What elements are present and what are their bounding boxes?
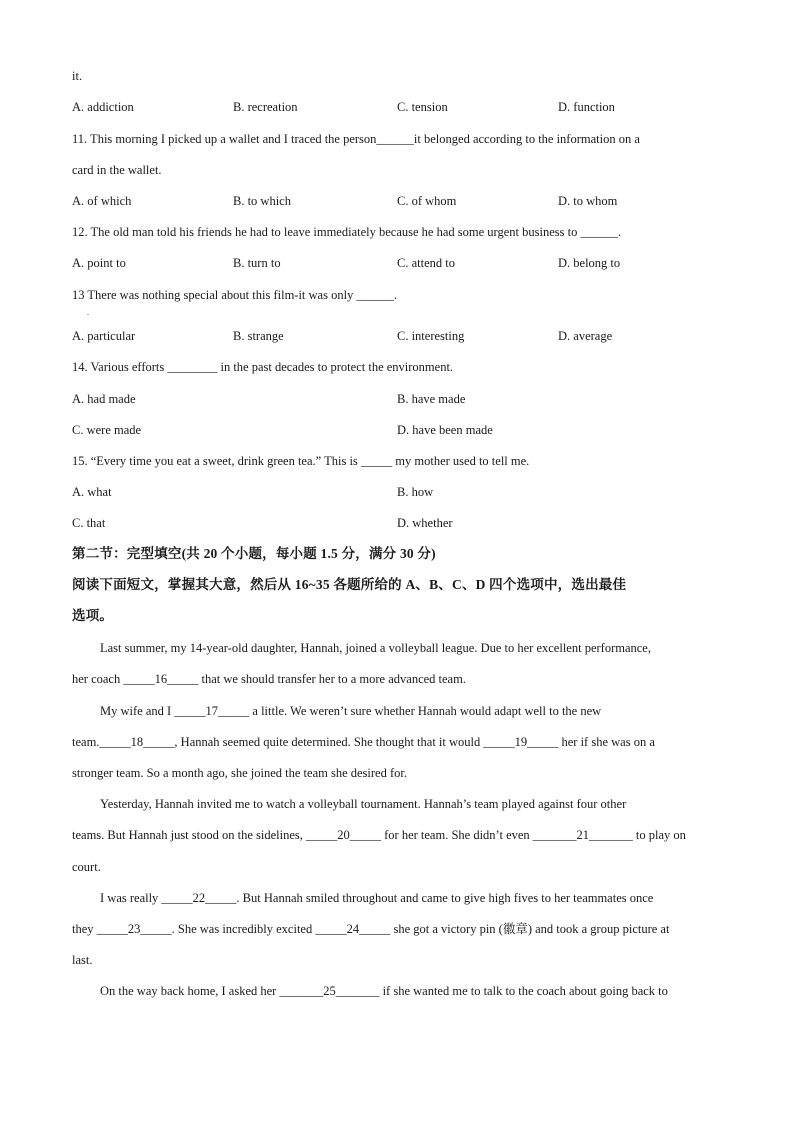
option-a: A. of which xyxy=(72,194,132,208)
option-c: C. interesting xyxy=(397,329,465,343)
passage-line: I was really _____22_____. But Hannah smiled throughout and came to give high fives to her teammates once xyxy=(100,891,654,905)
section-instructions: 阅读下面短文，掌握其大意，然后从 16~35 各题所给的 A、B、C、D 四个选项中，选出最佳 xyxy=(72,577,627,592)
option-d: D. to whom xyxy=(558,194,618,208)
option-a: A. addiction xyxy=(72,100,134,114)
option-b: B. recreation xyxy=(233,100,298,114)
option-d: D. function xyxy=(558,100,615,114)
option-a: A. had made xyxy=(72,392,136,406)
passage-line: Last summer, my 14-year-old daughter, Hannah, joined a volleyball league. Due to her excellent performance, xyxy=(100,641,651,655)
question-11-continued: card in the wallet. xyxy=(72,163,162,177)
text-line: it. xyxy=(72,69,83,83)
option-b: B. turn to xyxy=(233,256,281,270)
option-a: A. point to xyxy=(72,256,126,270)
passage-line: her coach _____16_____ that we should transfer her to a more advanced team. xyxy=(72,672,466,686)
option-d: D. belong to xyxy=(558,256,621,270)
option-b: B. strange xyxy=(233,329,284,343)
option-d: D. average xyxy=(558,329,613,343)
option-c: C. tension xyxy=(397,100,448,114)
option-c: C. attend to xyxy=(397,256,455,270)
option-b: B. to which xyxy=(233,194,291,208)
option-a: A. particular xyxy=(72,329,136,343)
option-c: C. of whom xyxy=(397,194,457,208)
passage-line: On the way back home, I asked her _______25_______ if she wanted me to talk to the coach about going back to xyxy=(100,984,668,998)
section-heading: 第二节：完型填空(共 20 个小题，每小题 1.5 分，满分 30 分) xyxy=(72,546,436,561)
question-12: 12. The old man told his friends he had to leave immediately because he had some urgent business to ______. xyxy=(72,225,622,239)
passage-line: Yesterday, Hannah invited me to watch a volleyball tournament. Hannah’s team played against four other xyxy=(100,797,627,811)
question-14: 14. Various efforts ________ in the past decades to protect the environment. xyxy=(72,360,454,374)
passage-line: they _____23_____. She was incredibly excited _____24_____ she got a victory pin (徽章) and took a group picture at xyxy=(72,922,670,936)
question-11: 11. This morning I picked up a wallet and I traced the person______it belonged according to the information on a xyxy=(72,132,640,146)
option-b: B. have made xyxy=(397,392,466,406)
passage-line: teams. But Hannah just stood on the sidelines, _____20_____ for her team. She didn’t even _______21_______ to play on xyxy=(72,828,686,842)
question-13: 13 There was nothing special about this film-it was only ______. xyxy=(72,288,398,302)
passage-line: team._____18_____, Hannah seemed quite determined. She thought that it would _____19_____ her if she was on a xyxy=(72,735,655,749)
passage-line: stronger team. So a month ago, she joined the team she desired for. xyxy=(72,766,407,780)
passage-line: last. xyxy=(72,953,93,967)
option-d: D. whether xyxy=(397,516,453,530)
option-c: C. that xyxy=(72,516,106,530)
option-a: A. what xyxy=(72,485,112,499)
section-instructions-continued: 选项。 xyxy=(72,608,114,623)
passage-line: court. xyxy=(72,860,101,874)
option-c: C. were made xyxy=(72,423,142,437)
stray-dot: . xyxy=(87,308,89,317)
option-b: B. how xyxy=(397,485,434,499)
passage-line: My wife and I _____17_____ a little. We weren’t sure whether Hannah would adapt well to the new xyxy=(100,704,602,718)
question-15: 15. “Every time you eat a sweet, drink green tea.” This is _____ my mother used to tell me. xyxy=(72,454,530,468)
option-d: D. have been made xyxy=(397,423,493,437)
